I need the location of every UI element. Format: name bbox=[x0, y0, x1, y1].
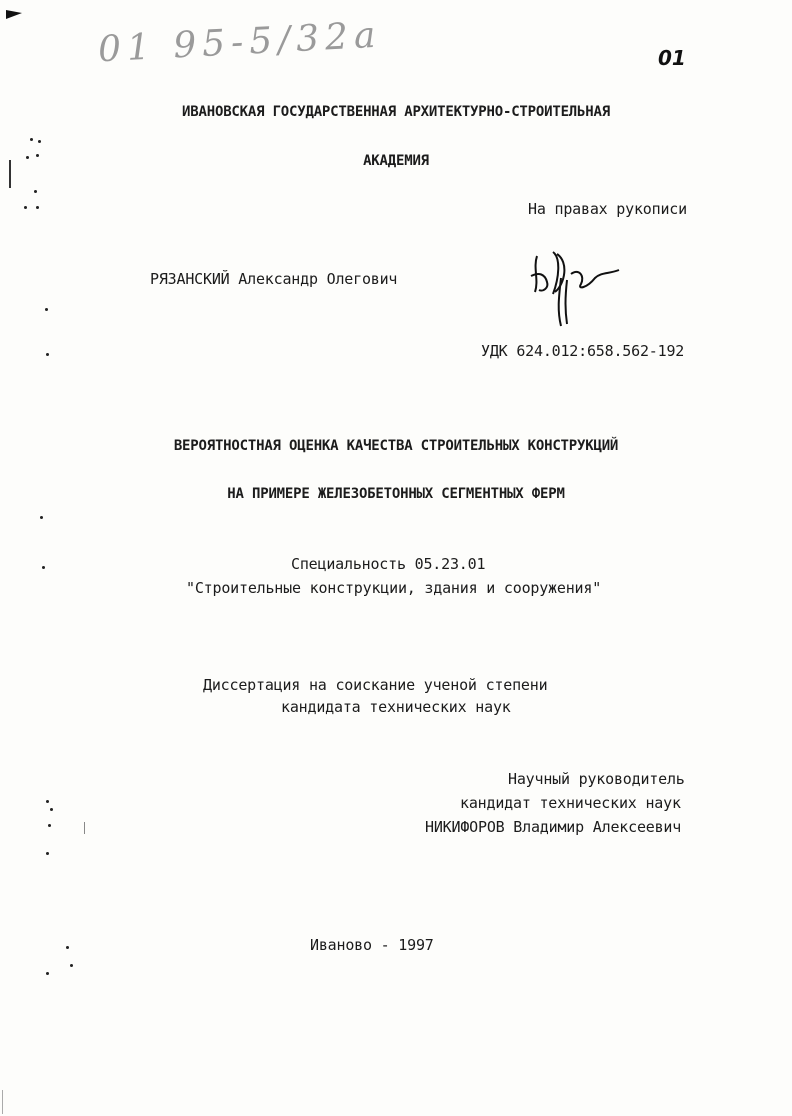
scan-speck bbox=[46, 800, 49, 803]
place-and-year: Иваново - 1997 bbox=[310, 936, 434, 954]
institution-name-line1: ИВАНОВСКАЯ ГОСУДАРСТВЕННАЯ АРХИТЕКТУРНО-СТРОИТЕЛЬНАЯ bbox=[182, 104, 610, 120]
scan-speck bbox=[45, 308, 48, 311]
supervisor-name: НИКИФОРОВ Владимир Алексеевич bbox=[425, 818, 682, 836]
scan-speck bbox=[34, 190, 37, 193]
corner-mark-icon bbox=[6, 10, 22, 20]
scan-speck bbox=[46, 972, 49, 975]
scan-speck bbox=[42, 566, 45, 569]
author-name: РЯЗАНСКИЙ Александр Олегович bbox=[150, 270, 398, 288]
scan-speck bbox=[40, 516, 43, 519]
dissertation-title-line1: ВЕРОЯТНОСТНАЯ ОЦЕНКА КАЧЕСТВА СТРОИТЕЛЬНЫХ КОНСТРУКЦИЙ bbox=[173, 438, 619, 454]
scan-speck bbox=[66, 946, 69, 949]
scan-speck bbox=[50, 808, 53, 811]
supervisor-degree: кандидат технических наук bbox=[460, 794, 681, 812]
author-signature bbox=[525, 248, 625, 328]
degree-purpose-line1: Диссертация на соискание ученой степени bbox=[203, 676, 548, 694]
scan-speck bbox=[24, 206, 27, 209]
scan-speck bbox=[46, 353, 49, 356]
specialty-code: Специальность 05.23.01 bbox=[291, 555, 486, 573]
scan-speck bbox=[36, 154, 39, 157]
manuscript-rights-note: На правах рукописи bbox=[528, 200, 687, 218]
sheet-number: 01 bbox=[658, 46, 686, 70]
scan-speck bbox=[30, 138, 33, 141]
archive-note: 01 95-5/32a bbox=[97, 14, 383, 71]
scan-speck bbox=[36, 206, 39, 209]
dissertation-title-line2: НА ПРИМЕРЕ ЖЕЛЕЗОБЕТОННЫХ СЕГМЕНТНЫХ ФЕРМ bbox=[227, 486, 565, 502]
scan-mark bbox=[9, 160, 11, 188]
scan-speck bbox=[46, 852, 49, 855]
degree-purpose-line2: кандидата технических наук bbox=[281, 698, 511, 716]
scan-speck bbox=[70, 964, 73, 967]
scan-speck bbox=[38, 140, 41, 143]
scan-mark bbox=[84, 822, 85, 834]
supervisor-role: Научный руководитель bbox=[508, 770, 685, 788]
scan-speck bbox=[48, 824, 51, 827]
udc-code: УДК 624.012:658.562-192 bbox=[481, 342, 685, 360]
scan-speck bbox=[26, 156, 29, 159]
scan-mark bbox=[2, 1090, 3, 1114]
institution-name-line2: АКАДЕМИЯ bbox=[363, 153, 429, 169]
specialty-name: "Строительные конструкции, здания и сооружения" bbox=[186, 579, 602, 597]
